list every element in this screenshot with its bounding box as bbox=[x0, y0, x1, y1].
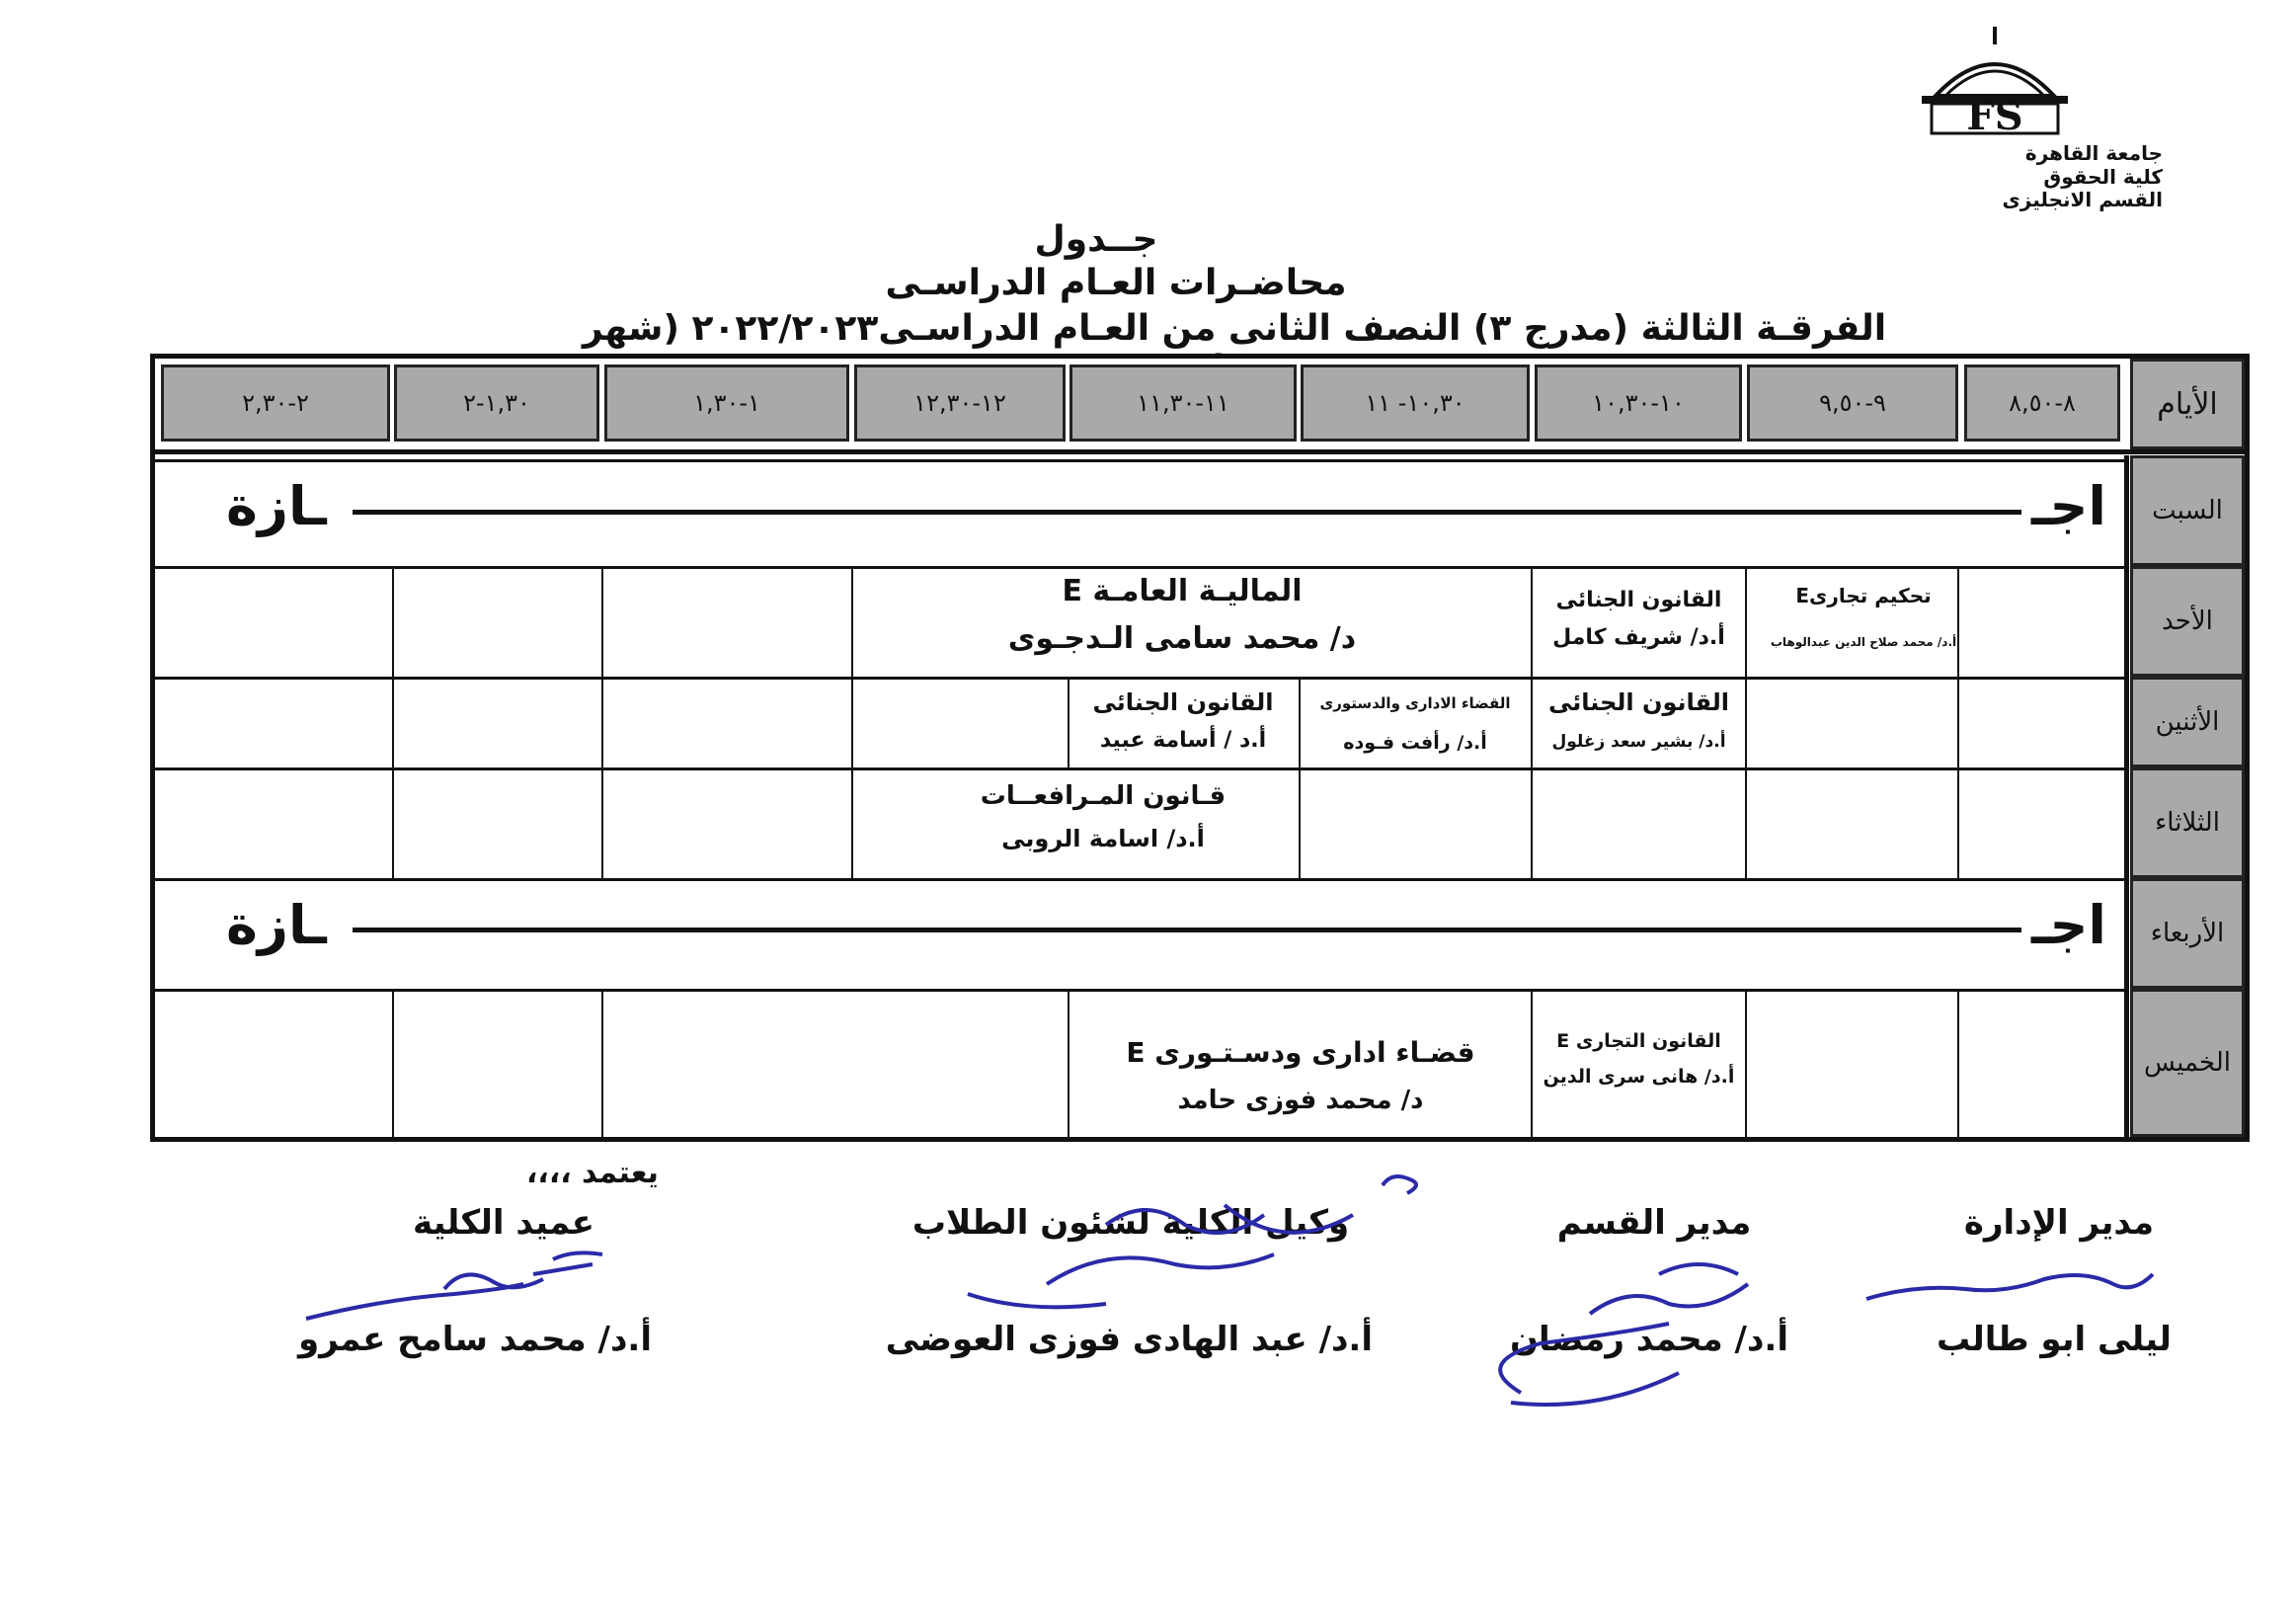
vice-dean-name: أ.د/ عبد الهادى فوزى العوضى bbox=[885, 1320, 1373, 1359]
holiday-bar bbox=[353, 510, 2021, 515]
time-slot: ١,٣٠-٢ bbox=[394, 364, 599, 442]
lecture-criminal-prof: أ.د/ شريف كامل bbox=[1552, 625, 1725, 650]
logo-department: القسم الانجليزى bbox=[2002, 188, 2163, 211]
holiday-label-start: اجـ bbox=[2031, 475, 2106, 537]
holiday-bar bbox=[353, 928, 2021, 932]
page-subtitle: محاضـرات العـام الدراسـى bbox=[885, 263, 1347, 303]
lecture-admin-judiciary: القضاء الادارى والدستورى bbox=[1319, 694, 1511, 712]
time-slot: ٩-٩,٥٠ bbox=[1747, 364, 1958, 442]
lecture-commercial-prof: أ.د/ هانى سرى الدين bbox=[1543, 1066, 1735, 1088]
vice-dean-title: وكيل الكلية لشئون الطلاب bbox=[911, 1203, 1350, 1243]
day-tuesday: الثلاثاء bbox=[2130, 767, 2245, 878]
admin-director-name: ليلى ابو طالب bbox=[1937, 1320, 2172, 1359]
logo-monogram: FS bbox=[1966, 93, 2023, 139]
time-slot: ١١-١١,٣٠ bbox=[1069, 364, 1297, 442]
day-thursday: الخميس bbox=[2130, 989, 2245, 1137]
day-saturday: السبت bbox=[2130, 455, 2245, 566]
dean-title: عميد الكلية bbox=[413, 1203, 594, 1243]
dean-name: أ.د/ محمد سامح عمرو bbox=[298, 1320, 652, 1359]
lecture-arbitration: تحكيم تجارىE bbox=[1795, 584, 1932, 607]
dean-signature-icon bbox=[296, 1245, 632, 1333]
lecture-public-finance-prof: د/ محمد سامى الـدجـوى bbox=[1007, 621, 1357, 656]
department-head-name: أ.د/ محمد رمضان bbox=[1509, 1320, 1788, 1359]
admin-director-signature-icon bbox=[1857, 1250, 2173, 1329]
department-head-title: مدير القسم bbox=[1556, 1203, 1752, 1243]
lecture-pleadings: قـانون المـرافعــات bbox=[980, 781, 1227, 811]
holiday-label-end: ـازة bbox=[226, 475, 327, 537]
vice-dean-signature-icon bbox=[928, 1166, 1462, 1324]
lecture-pleadings-prof: أ.د/ اسامة الروبى bbox=[1001, 825, 1205, 852]
lecture-admin-judiciary-prof: أ.د/ رأفت فـوده bbox=[1343, 732, 1487, 754]
dome-emblem-icon bbox=[1866, 25, 2123, 143]
lecture-arbitration-prof: أ.د/ محمد صلاح الدين عبدالوهاب bbox=[1770, 635, 1957, 649]
day-monday: الأثنين bbox=[2130, 677, 2245, 767]
department-head-signature-icon bbox=[1481, 1245, 1797, 1422]
lecture-criminal-2-prof: أ.د / أسامة عبيد bbox=[1099, 728, 1267, 753]
lecture-constitutional-prof: د/ محمد فوزى حامد bbox=[1177, 1086, 1424, 1115]
approval-label: يعتمد ،،،، bbox=[526, 1156, 659, 1190]
lecture-constitutional: قضـاء ادارى ودسـتـورى E bbox=[1126, 1036, 1475, 1069]
logo-university: جامعة القاهرة bbox=[2024, 141, 2163, 165]
schedule-description: الفرقـة الثالثة (مدرج ٣) النصف الثانى من العـام الدراسـى٢٠٢٢/٢٠٢٣ (شهر bbox=[582, 308, 1887, 349]
lecture-public-finance: الماليـة العامـة E bbox=[1062, 574, 1303, 608]
day-wednesday: الأربعاء bbox=[2130, 878, 2245, 989]
holiday-label-end: ـازة bbox=[226, 894, 327, 956]
logo-faculty: كلية الحقوق bbox=[2043, 165, 2163, 189]
time-slot: ٨-٨,٥٠ bbox=[1964, 364, 2120, 442]
time-slot: ١-١,٣٠ bbox=[604, 364, 849, 442]
time-slot: ١٠,٣٠- ١١ bbox=[1301, 364, 1530, 442]
faculty-logo bbox=[1847, 25, 2163, 211]
time-slot: ١٢-١٢,٣٠ bbox=[854, 364, 1066, 442]
time-slot: ٢-٢,٣٠ bbox=[161, 364, 390, 442]
lecture-commercial: القانون التجارى E bbox=[1556, 1030, 1721, 1052]
lecture-criminal-2: القانون الجنائى bbox=[1092, 688, 1274, 716]
schedule-table bbox=[150, 354, 2250, 1142]
time-slot: ١٠-١٠,٣٠ bbox=[1535, 364, 1742, 442]
days-header: الأيام bbox=[2130, 359, 2245, 449]
lecture-criminal-prof: أ.د/ بشير سعد زغلول bbox=[1551, 732, 1726, 752]
day-sunday: الأحد bbox=[2130, 566, 2245, 677]
admin-director-title: مدير الإدارة bbox=[1963, 1203, 2155, 1243]
holiday-label-start: اجـ bbox=[2031, 894, 2106, 956]
page-title: جــدول bbox=[1034, 219, 1158, 260]
lecture-criminal: القانون الجنائى bbox=[1547, 688, 1730, 716]
lecture-criminal: القانون الجنائى bbox=[1555, 588, 1722, 612]
